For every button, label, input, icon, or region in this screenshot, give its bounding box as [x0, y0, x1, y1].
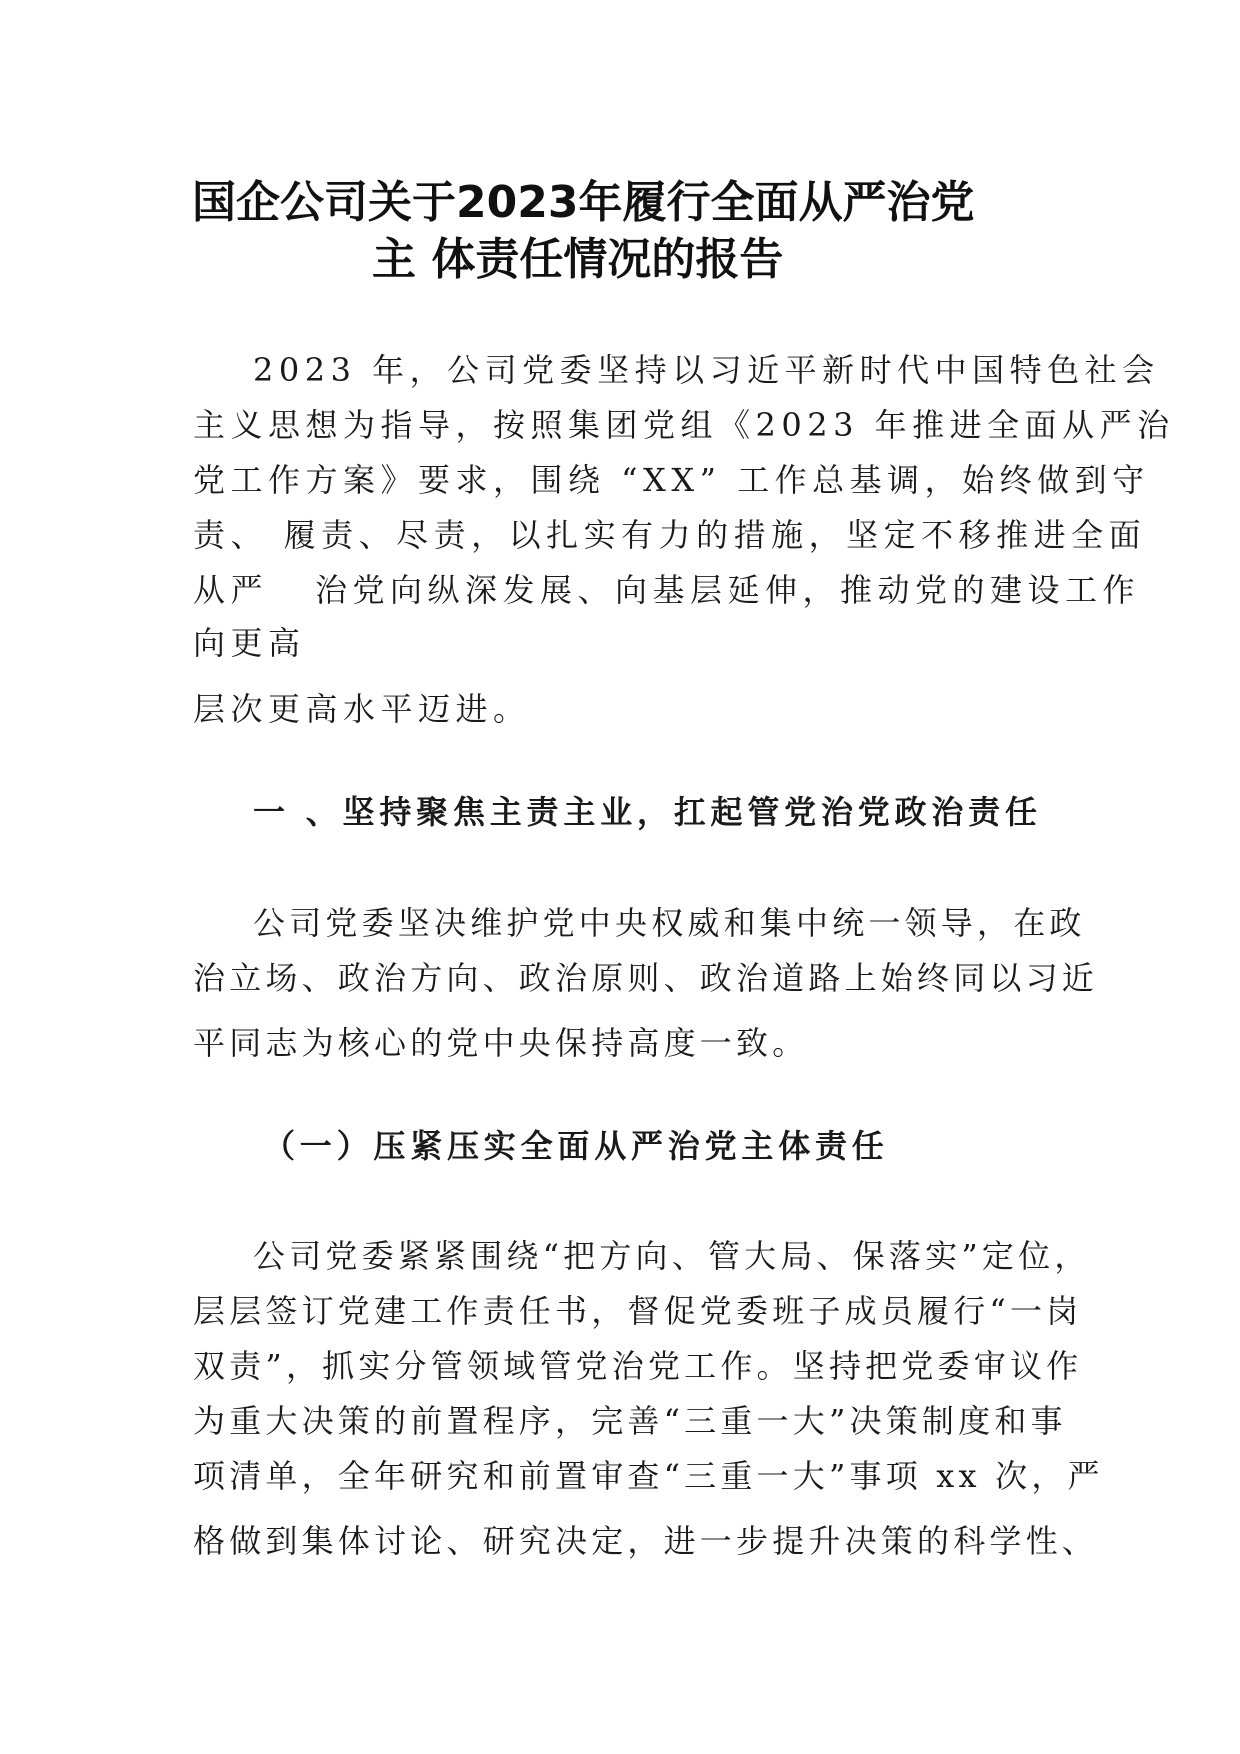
intro-line-3: 党工作方案》要求，围绕 “XX” 工作总基调，始终做到守: [193, 461, 1150, 499]
section-1-line-3: 平同志为核心的党中央保持高度一致。: [193, 1024, 809, 1062]
section-1-line-1: 公司党委坚决维护党中央权威和集中统一领导，在政: [253, 904, 1086, 942]
subsection-1-line-3: 双责”，抓实分管领域管党治党工作。坚持把党委审议作: [193, 1347, 1083, 1385]
document-title-line-1: 国企公司关于2023年履行全面从严治党: [192, 177, 975, 228]
intro-line-1: 2023 年，公司党委坚持以习近平新时代中国特色社会: [253, 351, 1160, 389]
subsection-1-line-6: 格做到集体讨论、研究决定，进一步提升决策的科学性、: [193, 1522, 1099, 1560]
intro-line-6: 向更高: [193, 624, 306, 662]
intro-line-2: 主义思想为指导，按照集团党组《2023 年推进全面从严治: [193, 406, 1175, 444]
intro-line-5: 从严 治党向纵深发展、向基层延伸，推动党的建设工作: [193, 571, 1141, 609]
subsection-1-line-5: 项清单，全年研究和前置审查“三重一大”事项 xx 次，严: [193, 1457, 1104, 1495]
subsection-1-heading: （一）压紧压实全面从严治党主体责任: [263, 1127, 889, 1165]
section-1-line-2: 治立场、政治方向、政治原则、政治道路上始终同以习近: [193, 959, 1099, 997]
section-1-heading: 一 、坚持聚焦主责主业，扛起管党治党政治责任: [253, 793, 1042, 831]
subsection-1-line-4: 为重大决策的前置程序，完善“三重一大”决策制度和事: [193, 1402, 1067, 1440]
document-title-line-2: 主 体责任情况的报告: [372, 234, 784, 285]
intro-line-4: 责、 履责、尽责，以扎实有力的措施，坚定不移推进全面: [193, 516, 1147, 554]
subsection-1-line-1: 公司党委紧紧围绕“把方向、管大局、保落实”定位，: [253, 1237, 1091, 1275]
intro-line-7: 层次更高水平迈进。: [193, 690, 531, 728]
subsection-1-line-2: 层层签订党建工作责任书，督促党委班子成员履行“一岗: [193, 1292, 1083, 1330]
